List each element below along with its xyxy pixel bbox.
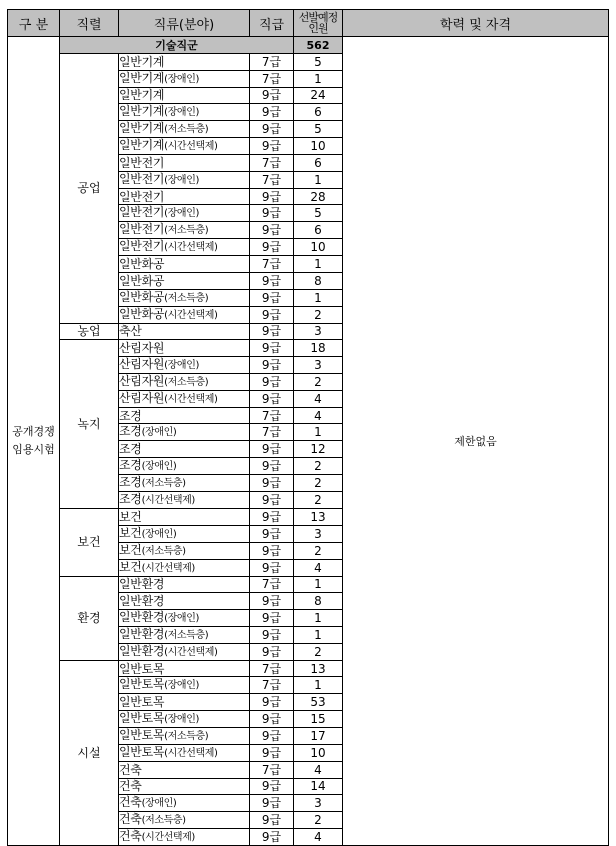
headcount-cell: 2 <box>294 373 343 390</box>
header-division: 구 분 <box>8 10 60 37</box>
selection-type-line1: 공개경쟁 <box>12 425 55 439</box>
job-name: 일반전기 <box>119 155 165 170</box>
grade-cell: 9급 <box>250 829 294 846</box>
headcount-cell: 1 <box>294 677 343 694</box>
job-name: 일반전기 <box>119 239 165 254</box>
job-category-cell <box>119 593 250 610</box>
headcount-cell: 1 <box>294 171 343 188</box>
headcount-cell: 13 <box>294 660 343 677</box>
grade-cell: 9급 <box>250 626 294 643</box>
job-name: 일반토목 <box>119 744 165 759</box>
grade-cell: 9급 <box>250 323 294 340</box>
grade-cell: 7급 <box>250 155 294 172</box>
job-category-cell <box>119 795 250 812</box>
job-qualifier: (시간선택제) <box>141 562 195 574</box>
series-group-cell: 환경 <box>60 576 119 660</box>
headcount-cell: 6 <box>294 222 343 239</box>
job-name: 산림자원 <box>119 356 165 371</box>
grade-cell: 9급 <box>250 441 294 458</box>
job-qualifier: (시간선택제) <box>164 309 218 321</box>
job-category-cell <box>119 306 250 323</box>
job-category-cell <box>119 289 250 306</box>
job-name: 일반토목 <box>119 695 165 710</box>
job-name: 일반화공 <box>119 289 165 304</box>
grade-cell: 7급 <box>250 256 294 273</box>
headcount-cell: 8 <box>294 272 343 289</box>
headcount-cell: 28 <box>294 188 343 205</box>
job-name: 일반토목 <box>119 710 165 725</box>
grade-cell: 9급 <box>250 356 294 373</box>
grade-cell: 9급 <box>250 340 294 357</box>
headcount-cell: 10 <box>294 239 343 256</box>
headcount-cell: 10 <box>294 138 343 155</box>
job-category-cell <box>119 609 250 626</box>
job-name: 조경 <box>119 457 142 472</box>
grade-cell: 9급 <box>250 744 294 761</box>
headcount-cell: 15 <box>294 710 343 727</box>
job-category-cell <box>119 424 250 441</box>
grade-cell: 9급 <box>250 795 294 812</box>
grade-cell: 9급 <box>250 508 294 525</box>
job-qualifier: (저소득층) <box>141 815 186 827</box>
headcount-cell: 5 <box>294 205 343 222</box>
grade-cell: 7급 <box>250 171 294 188</box>
job-name: 축산 <box>119 324 142 339</box>
grade-cell: 7급 <box>250 70 294 87</box>
job-category-cell <box>119 626 250 643</box>
headcount-cell: 14 <box>294 778 343 795</box>
job-name: 보건 <box>119 542 142 557</box>
recruitment-table <box>7 9 609 846</box>
headcount-cell: 3 <box>294 323 343 340</box>
job-name: 일반기계 <box>119 121 165 136</box>
grade-cell: 9급 <box>250 525 294 542</box>
grade-cell: 9급 <box>250 593 294 610</box>
job-qualifier: (저소득층) <box>164 292 209 304</box>
headcount-cell: 1 <box>294 256 343 273</box>
headcount-cell: 6 <box>294 104 343 121</box>
headcount-cell: 8 <box>294 593 343 610</box>
job-category-cell <box>119 761 250 778</box>
recruitment-table-sheet <box>7 9 608 846</box>
header-category: 직류(분야) <box>119 10 250 37</box>
job-category-cell <box>119 812 250 829</box>
job-category-cell <box>119 138 250 155</box>
job-category-cell <box>119 559 250 576</box>
headcount-cell: 3 <box>294 525 343 542</box>
headcount-cell: 1 <box>294 70 343 87</box>
job-name: 건축 <box>119 829 142 844</box>
job-qualifier: (장애인) <box>141 798 177 810</box>
job-category-cell <box>119 171 250 188</box>
job-name: 보건 <box>119 509 142 524</box>
grade-cell: 9급 <box>250 138 294 155</box>
job-category-cell <box>119 70 250 87</box>
job-category-cell <box>119 188 250 205</box>
job-category-cell <box>119 508 250 525</box>
series-group-cell: 보건 <box>60 508 119 576</box>
headcount-cell: 2 <box>294 491 343 508</box>
headcount-cell: 4 <box>294 761 343 778</box>
job-category-cell <box>119 87 250 104</box>
headcount-cell: 13 <box>294 508 343 525</box>
job-category-cell <box>119 744 250 761</box>
job-category-cell <box>119 54 250 71</box>
job-name: 건축 <box>119 762 142 777</box>
series-group-cell: 농업 <box>60 323 119 340</box>
job-name: 일반환경 <box>119 626 165 641</box>
job-category-cell <box>119 778 250 795</box>
job-qualifier: (저소득층) <box>164 376 209 388</box>
headcount-cell: 2 <box>294 306 343 323</box>
job-qualifier: (시간선택제) <box>164 242 218 254</box>
job-name: 보건 <box>119 559 142 574</box>
grade-cell: 9급 <box>250 778 294 795</box>
job-category-cell <box>119 474 250 491</box>
job-category-cell <box>119 491 250 508</box>
grade-cell: 7급 <box>250 407 294 424</box>
job-qualifier: (장애인) <box>164 208 199 220</box>
grade-cell: 7급 <box>250 54 294 71</box>
series-group-cell: 시설 <box>60 660 119 845</box>
job-name: 조경 <box>119 491 142 506</box>
job-name: 건축 <box>119 812 142 827</box>
job-category-cell <box>119 272 250 289</box>
grade-cell: 9급 <box>250 491 294 508</box>
job-name: 일반화공 <box>119 257 165 272</box>
job-category-cell <box>119 660 250 677</box>
job-category-cell <box>119 441 250 458</box>
job-qualifier: (저소득층) <box>164 730 209 742</box>
job-name: 일반화공 <box>119 306 165 321</box>
header-headcount <box>294 10 343 37</box>
job-name: 조경 <box>119 474 142 489</box>
job-category-cell <box>119 457 250 474</box>
series-group-cell: 녹지 <box>60 340 119 509</box>
job-category-cell <box>119 256 250 273</box>
job-name: 건축 <box>119 779 142 794</box>
job-qualifier: (저소득층) <box>164 225 209 237</box>
job-name: 일반토목 <box>119 727 165 742</box>
header-series: 직렬 <box>60 10 119 37</box>
headcount-cell: 1 <box>294 289 343 306</box>
grade-cell: 7급 <box>250 660 294 677</box>
headcount-cell: 53 <box>294 694 343 711</box>
job-category-cell <box>119 677 250 694</box>
selection-type-cell <box>8 37 60 846</box>
headcount-cell: 2 <box>294 812 343 829</box>
job-category-cell <box>119 390 250 407</box>
grade-cell: 7급 <box>250 761 294 778</box>
grade-cell: 7급 <box>250 424 294 441</box>
header-qualification: 학력 및 자격 <box>343 10 609 37</box>
grade-cell: 9급 <box>250 390 294 407</box>
job-category-cell <box>119 710 250 727</box>
job-qualifier: (장애인) <box>141 427 177 439</box>
job-category-cell <box>119 829 250 846</box>
job-name: 건축 <box>119 795 142 810</box>
grade-cell: 9급 <box>250 104 294 121</box>
header-row <box>8 10 609 37</box>
technical-group-label: 기술직군 <box>60 37 294 54</box>
job-name: 산림자원 <box>119 390 165 405</box>
grade-cell: 9급 <box>250 710 294 727</box>
job-name: 일반전기 <box>119 171 165 186</box>
job-qualifier: (저소득층) <box>164 124 209 136</box>
headcount-cell: 3 <box>294 356 343 373</box>
job-category-cell <box>119 643 250 660</box>
job-name: 일반기계 <box>119 138 165 153</box>
job-name: 일반토목 <box>119 661 165 676</box>
qualification-cell: 제한없음 <box>343 37 609 846</box>
headcount-cell: 10 <box>294 744 343 761</box>
headcount-cell: 4 <box>294 829 343 846</box>
headcount-cell: 1 <box>294 424 343 441</box>
headcount-cell: 2 <box>294 643 343 660</box>
job-qualifier: (저소득층) <box>141 545 186 557</box>
grade-cell: 9급 <box>250 643 294 660</box>
job-category-cell <box>119 694 250 711</box>
job-qualifier: (저소득층) <box>164 629 209 641</box>
job-name: 일반화공 <box>119 273 165 288</box>
grade-cell: 9급 <box>250 542 294 559</box>
job-qualifier: (시간선택제) <box>141 832 195 844</box>
technical-group-row <box>8 37 609 54</box>
grade-cell: 9급 <box>250 694 294 711</box>
job-name: 산림자원 <box>119 340 165 355</box>
job-category-cell <box>119 727 250 744</box>
job-qualifier: (저소득층) <box>141 477 186 489</box>
header-grade: 직급 <box>250 10 294 37</box>
grade-cell: 9급 <box>250 812 294 829</box>
grade-cell: 9급 <box>250 272 294 289</box>
grade-cell: 9급 <box>250 188 294 205</box>
selection-type-line2: 임용시험 <box>12 443 55 457</box>
technical-group-total: 562 <box>294 37 343 54</box>
grade-cell: 9급 <box>250 474 294 491</box>
job-category-cell <box>119 542 250 559</box>
grade-cell: 9급 <box>250 205 294 222</box>
grade-cell: 9급 <box>250 609 294 626</box>
job-qualifier: (장애인) <box>141 460 177 472</box>
headcount-cell: 5 <box>294 54 343 71</box>
job-name: 일반전기 <box>119 189 165 204</box>
grade-cell: 9급 <box>250 239 294 256</box>
job-category-cell <box>119 356 250 373</box>
job-qualifier: (시간선택제) <box>164 747 218 759</box>
job-qualifier: (장애인) <box>164 612 199 624</box>
job-qualifier: (시간선택제) <box>164 393 218 405</box>
grade-cell: 9급 <box>250 87 294 104</box>
job-name: 일반기계 <box>119 54 165 69</box>
grade-cell: 9급 <box>250 457 294 474</box>
job-name: 일반기계 <box>119 70 165 85</box>
headcount-cell: 5 <box>294 121 343 138</box>
headcount-cell: 2 <box>294 474 343 491</box>
headcount-cell: 2 <box>294 457 343 474</box>
headcount-cell: 1 <box>294 626 343 643</box>
headcount-cell: 18 <box>294 340 343 357</box>
headcount-cell: 4 <box>294 559 343 576</box>
job-name: 일반기계 <box>119 104 165 119</box>
job-name: 조경 <box>119 408 142 423</box>
job-name: 일반기계 <box>119 88 165 103</box>
job-category-cell <box>119 323 250 340</box>
job-category-cell <box>119 340 250 357</box>
job-category-cell <box>119 104 250 121</box>
job-qualifier: (장애인) <box>141 528 177 540</box>
job-name: 조경 <box>119 424 142 439</box>
grade-cell: 9급 <box>250 289 294 306</box>
job-name: 일반전기 <box>119 222 165 237</box>
job-category-cell <box>119 239 250 256</box>
header-headcount-line2: 인원 <box>308 22 328 35</box>
job-qualifier: (장애인) <box>164 359 199 371</box>
job-category-cell <box>119 373 250 390</box>
grade-cell: 9급 <box>250 559 294 576</box>
headcount-cell: 1 <box>294 576 343 593</box>
headcount-cell: 3 <box>294 795 343 812</box>
job-category-cell <box>119 525 250 542</box>
job-name: 산림자원 <box>119 373 165 388</box>
job-category-cell <box>119 155 250 172</box>
headcount-cell: 2 <box>294 542 343 559</box>
job-name: 조경 <box>119 442 142 457</box>
headcount-cell: 12 <box>294 441 343 458</box>
job-name: 일반환경 <box>119 577 165 592</box>
table-body <box>8 37 609 846</box>
grade-cell: 7급 <box>250 576 294 593</box>
job-qualifier: (장애인) <box>164 107 199 119</box>
job-category-cell <box>119 121 250 138</box>
job-category-cell <box>119 222 250 239</box>
job-category-cell <box>119 205 250 222</box>
job-qualifier: (시간선택제) <box>164 141 218 153</box>
job-category-cell <box>119 576 250 593</box>
job-qualifier: (장애인) <box>164 680 199 692</box>
headcount-cell: 4 <box>294 390 343 407</box>
header-headcount-line1: 선발예정 <box>298 11 338 24</box>
job-name: 일반환경 <box>119 609 165 624</box>
headcount-cell: 1 <box>294 609 343 626</box>
job-qualifier: (장애인) <box>164 174 199 186</box>
grade-cell: 9급 <box>250 306 294 323</box>
job-qualifier: (시간선택제) <box>141 494 195 506</box>
job-name: 일반전기 <box>119 205 165 220</box>
job-category-cell <box>119 407 250 424</box>
series-group-cell: 공업 <box>60 54 119 324</box>
job-name: 일반환경 <box>119 593 165 608</box>
grade-cell: 9급 <box>250 373 294 390</box>
grade-cell: 9급 <box>250 121 294 138</box>
headcount-cell: 24 <box>294 87 343 104</box>
grade-cell: 7급 <box>250 677 294 694</box>
headcount-cell: 4 <box>294 407 343 424</box>
job-qualifier: (장애인) <box>164 713 199 725</box>
headcount-cell: 6 <box>294 155 343 172</box>
grade-cell: 9급 <box>250 727 294 744</box>
job-name: 일반환경 <box>119 643 165 658</box>
job-name: 일반토목 <box>119 677 165 692</box>
job-qualifier: (장애인) <box>164 73 199 85</box>
headcount-cell: 17 <box>294 727 343 744</box>
job-name: 보건 <box>119 525 142 540</box>
grade-cell: 9급 <box>250 222 294 239</box>
job-qualifier: (시간선택제) <box>164 646 218 658</box>
